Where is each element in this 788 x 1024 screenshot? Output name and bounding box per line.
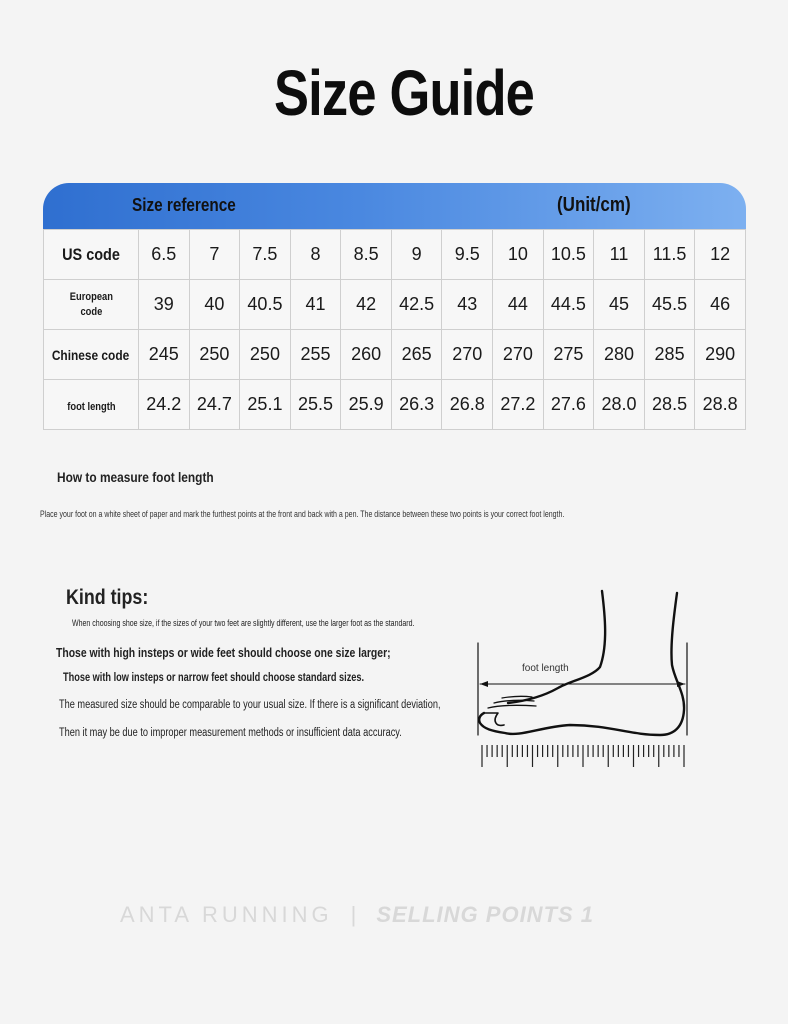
row-header-foot-length: foot length [66,401,116,413]
footer-brand: ANTA RUNNING [120,902,333,927]
table-cell: 28.0 [594,380,645,430]
table-row-us-code [44,230,746,280]
table-cell: 290 [695,330,746,380]
table-cell: 12 [695,230,746,280]
table-cell: 44 [493,280,544,330]
row-header-us-code: US code [62,245,120,264]
foot-ruler-diagram-icon [470,585,700,775]
foot-measure-svg [470,585,700,775]
tip-item: Then it may be due to improper measurement methods or insufficient data accuracy. [59,727,402,739]
table-cell: 10.5 [543,230,594,280]
table-cell: 285 [644,330,695,380]
table-cell: 9.5 [442,230,493,280]
table-cell: 7.5 [240,230,291,280]
table-cell: 265 [391,330,442,380]
table-row-european-code [44,280,746,330]
footer-section: SELLING POINTS 1 [376,902,595,927]
table-cell: 25.9 [341,380,392,430]
how-to-measure-title: How to measure foot length [57,469,214,485]
table-cell: 275 [543,330,594,380]
tip-item: When choosing shoe size, if the sizes of your two feet are slightly different, use the larger foot as the standard. [72,618,415,628]
table-row-chinese-code [44,330,746,380]
table-cell: 42.5 [391,280,442,330]
table-cell: 25.5 [290,380,341,430]
table-cell: 260 [341,330,392,380]
row-header-european-code: European code [69,290,113,318]
table-cell: 280 [594,330,645,380]
kind-tips-title: Kind tips: [66,586,149,609]
table-row-foot-length [44,380,746,430]
foot-length-label: foot length [522,663,569,674]
footer-banner [120,902,680,928]
table-cell: 9 [391,230,442,280]
table-cell: 24.7 [189,380,240,430]
table-cell: 270 [442,330,493,380]
table-cell: 8.5 [341,230,392,280]
table-cell: 28.8 [695,380,746,430]
page-title: Size Guide [273,57,535,129]
table-cell: 250 [189,330,240,380]
table-cell: 40.5 [240,280,291,330]
table-cell: 28.5 [644,380,695,430]
table-cell: 11 [594,230,645,280]
table-cell: 10 [493,230,544,280]
size-table-header [43,183,746,229]
tip-item: The measured size should be comparable to your usual size. If there is a significant deviation, [59,699,441,711]
unit-label: (Unit/cm) [557,194,631,216]
table-cell: 255 [290,330,341,380]
table-cell: 11.5 [644,230,695,280]
tip-item: Those with high insteps or wide feet should choose one size larger; [56,645,391,660]
table-cell: 45.5 [644,280,695,330]
table-cell: 40 [189,280,240,330]
size-table [43,183,746,430]
table-cell: 39 [139,280,190,330]
table-cell: 46 [695,280,746,330]
table-cell: 25.1 [240,380,291,430]
table-cell: 270 [493,330,544,380]
table-cell: 44.5 [543,280,594,330]
table-cell: 41 [290,280,341,330]
table-cell: 42 [341,280,392,330]
how-to-measure-text: Place your foot on a white sheet of paper and mark the furthest points at the front and back with a pen. The distance between these two points is your correct foot length. [40,509,565,519]
table-cell: 250 [240,330,291,380]
table-cell: 26.3 [391,380,442,430]
table-cell: 26.8 [442,380,493,430]
size-table-body [43,229,746,430]
size-reference-label: Size reference [132,195,236,215]
table-cell: 7 [189,230,240,280]
table-cell: 8 [290,230,341,280]
table-cell: 45 [594,280,645,330]
table-cell: 24.2 [139,380,190,430]
table-cell: 27.2 [493,380,544,430]
row-header-chinese-code: Chinese code [52,347,130,363]
footer-separator: | [350,902,359,927]
table-cell: 43 [442,280,493,330]
table-cell: 27.6 [543,380,594,430]
table-cell: 6.5 [139,230,190,280]
tip-item: Those with low insteps or narrow feet should choose standard sizes. [63,672,365,684]
table-cell: 245 [139,330,190,380]
